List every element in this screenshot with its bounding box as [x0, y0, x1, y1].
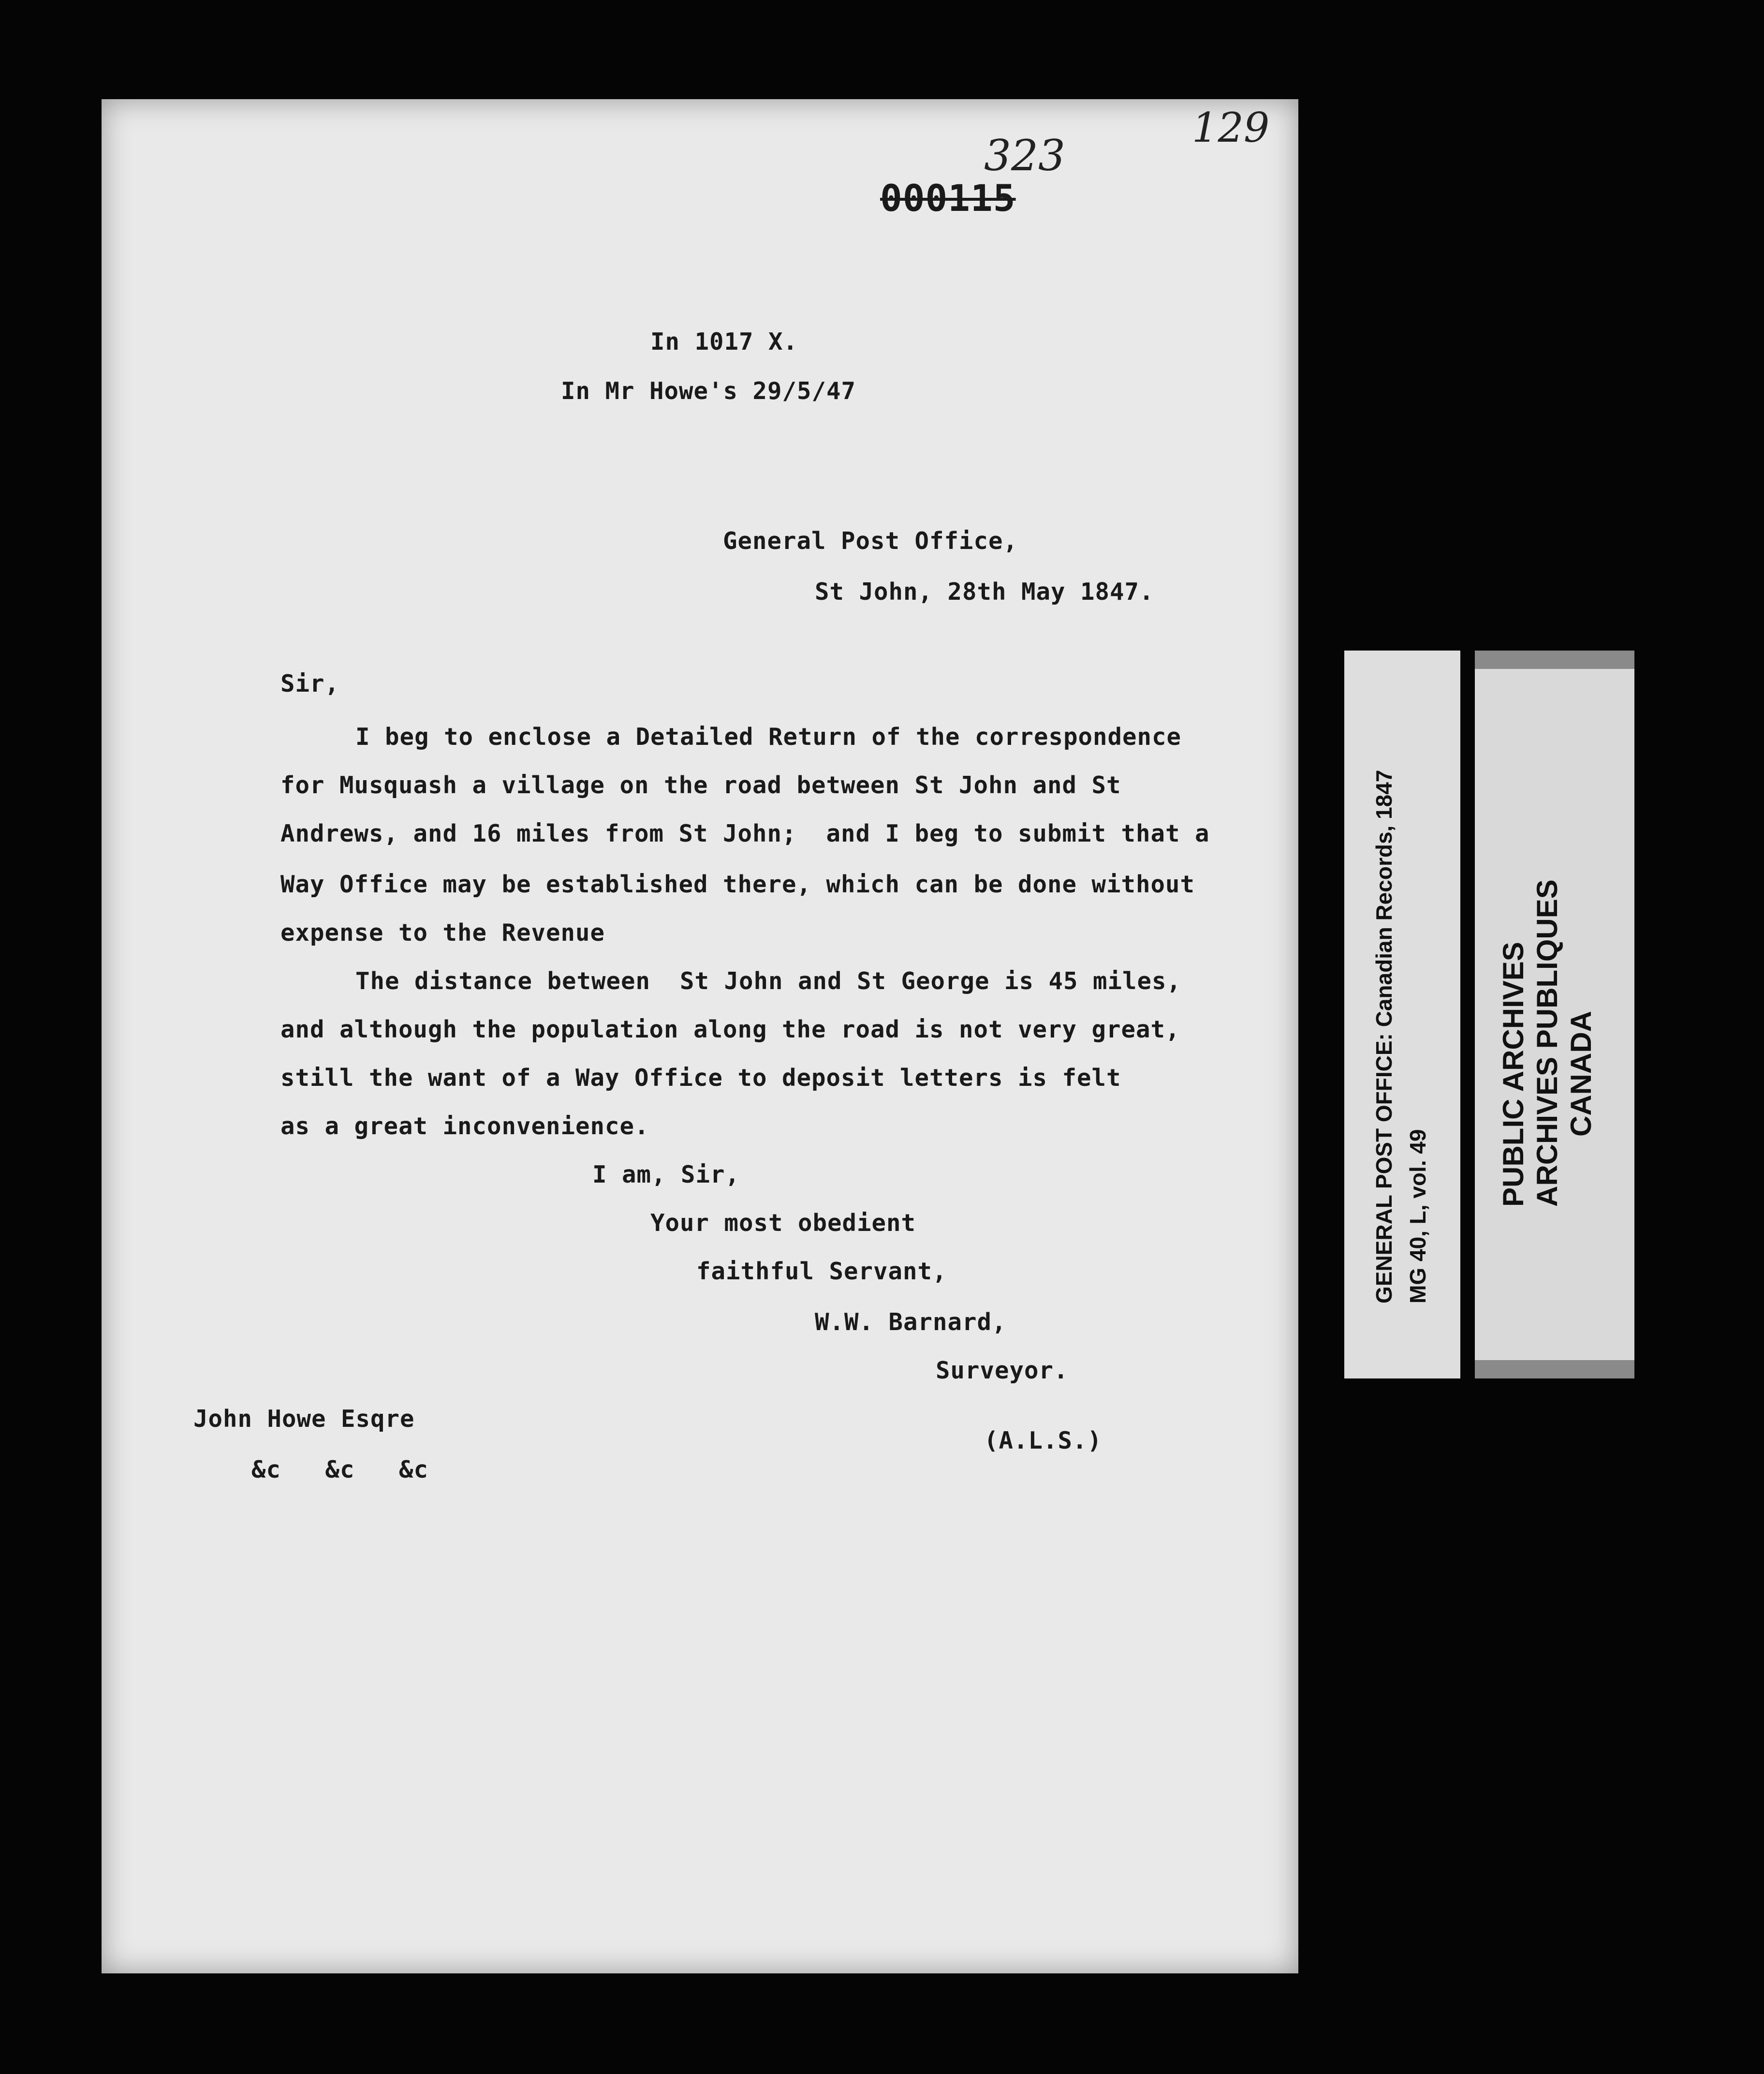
reference-line-1: In 1017 X. — [650, 328, 798, 356]
archive-stamp-line-2: ARCHIVES PUBLIQUES — [1531, 879, 1563, 1207]
stamp-number-old: 000115 — [880, 177, 1016, 220]
letter-page — [102, 99, 1298, 1973]
archive-stamp-line-1: PUBLIC ARCHIVES — [1497, 942, 1529, 1207]
body-line: expense to the Revenue — [280, 919, 605, 947]
als-notation: (A.L.S.) — [984, 1427, 1102, 1454]
salutation: Sir, — [280, 670, 340, 697]
archive-label-strip — [1344, 651, 1460, 1378]
archive-stamp-line-3: CANADA — [1565, 1011, 1597, 1137]
body-line: The distance between St John and St George is 45 miles, — [355, 967, 1182, 995]
stamp-number-new: 323 — [984, 131, 1065, 180]
recipient-name: John Howe Esqre — [193, 1405, 415, 1433]
address-line-2: St John, 28th May 1847. — [815, 578, 1154, 606]
body-line: as a great inconvenience. — [280, 1112, 649, 1140]
closing-line: faithful Servant, — [696, 1258, 947, 1285]
reference-line-2: In Mr Howe's 29/5/47 — [561, 377, 856, 405]
archive-label-line-2: MG 40, L, vol. 49 — [1405, 1129, 1430, 1304]
body-line: and although the population along the road is not very great, — [280, 1016, 1180, 1043]
archive-label-line-1: GENERAL POST OFFICE: Canadian Records, 1847 — [1371, 770, 1396, 1304]
signature-title: Surveyor. — [936, 1357, 1069, 1384]
recipient-etc: &c &c &c — [251, 1456, 429, 1483]
folio-number: 129 — [1192, 104, 1270, 151]
body-line: I beg to enclose a Detailed Return of the correspondence — [355, 723, 1182, 751]
closing-line: Your most obedient — [650, 1209, 916, 1237]
strip-band-bottom — [1475, 1360, 1634, 1378]
body-line: still the want of a Way Office to deposit letters is felt — [280, 1064, 1121, 1092]
strip-band-top — [1475, 651, 1634, 669]
closing-line: I am, Sir, — [592, 1161, 740, 1188]
body-line: Way Office may be established there, which can be done without — [280, 871, 1195, 898]
archive-stamp-strip — [1475, 651, 1634, 1378]
address-line-1: General Post Office, — [723, 527, 1018, 555]
signature-name: W.W. Barnard, — [815, 1308, 1007, 1336]
body-line: Andrews, and 16 miles from St John; and I beg to submit that a — [280, 820, 1210, 847]
body-line: for Musquash a village on the road between St John and St — [280, 771, 1121, 799]
